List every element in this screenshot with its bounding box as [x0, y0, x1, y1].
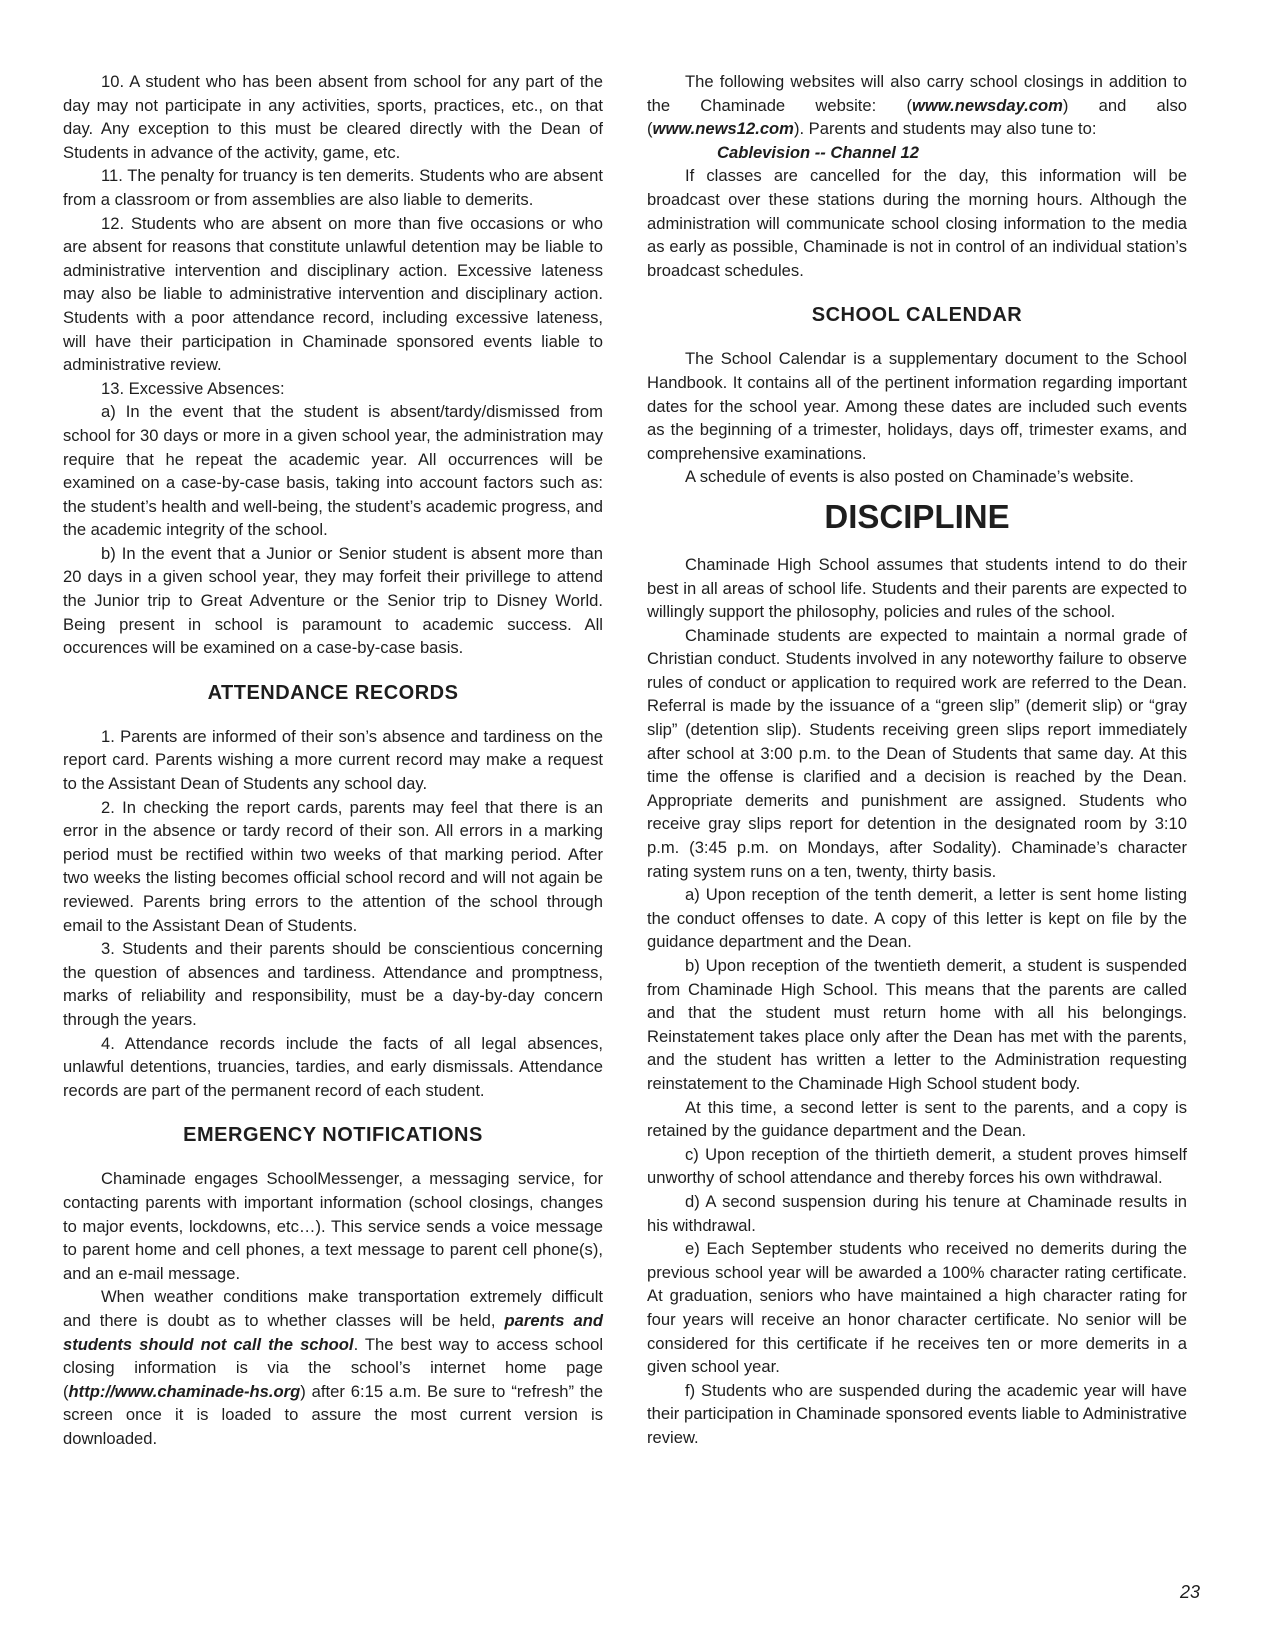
attendance-item-3: 3. Students and their parents should be conscientious concerning the question of absences and tardiness. Attendance and promptness, marks of reliability and responsibility, must be a day-by-day concern through the years.	[63, 939, 603, 1029]
websites-text-mid: ) and also (	[647, 95, 1188, 139]
calendar-paragraph-2: A schedule of events is also posted on Chaminade’s website.	[685, 467, 1134, 487]
discipline-paragraph-1: Chaminade High School assumes that students intend to do their best in all areas of school life. Students and their parents are expected to willingly support the philosophy, policies and rules of the school.	[647, 554, 1187, 622]
attendance-item-1: 1. Parents are informed of their son’s absence and tardiness on the report card. Parents wishing a more current record may make a request to the Assistant Dean of Students any school day.	[63, 726, 603, 794]
websites-paragraph	[647, 70, 1187, 141]
emergency-text-mid: . The best way to access school closing information is via the school’s internet home page (	[63, 1334, 603, 1401]
emergency-paragraph-1: Chaminade engages SchoolMessenger, a messaging service, for contacting parents with important information (school closings, changes to major events, lockdowns, etc…). This service sends a voice message to parent home and cell phones, a text message to parent cell phone(s), and an e-mail message.	[63, 1169, 603, 1283]
attendance-item-4: 4. Attendance records include the facts of all legal absences, unlawful detentions, truancies, tardies, and early dismissals. Attendance records are part of the permanent record of each student.	[63, 1033, 603, 1100]
paragraph-rule-13: 13. Excessive Absences:	[101, 378, 285, 398]
paragraph-rule-12: 12. Students who are absent on more than five occasions or who are absent for reasons that constitute unlawful detention may be liable to administrative intervention and disciplinary action. Excessive lateness may also be liable to administrative intervention and disciplinary action. Students with a poor attendance record, including excessive lateness, will have their participation in Chaminade sponsored events liable to administrative review.	[63, 213, 603, 375]
newsday-link[interactable]: www.newsday.com	[911, 95, 1063, 115]
discipline-item-b: b) Upon reception of the twentieth demerit, a student is suspended from Chaminade High School. This means that the parents are called and that the student must return home with all his belongings. Reinstatement takes place only after the Dean has met with the parents, and the student has written a letter to the Administration requesting reinstatement to the Chaminade High School student body.	[647, 956, 1187, 1093]
calendar-paragraph-1: The School Calendar is a supplementary document to the School Handbook. It contains all of the pertinent information regarding important dates for the school year. Among these dates are included such events as the beginning of a trimester, holidays, days off, trimester exams, and comprehensive examinations.	[647, 349, 1187, 463]
paragraph-rule-11: 11. The penalty for truancy is ten demerits. Students who are absent from a classroom or from assemblies are also liable to demerits.	[63, 166, 603, 209]
page-number: 23	[1179, 1582, 1200, 1602]
school-website-link[interactable]: http://www.chaminade-hs.org	[68, 1381, 301, 1401]
discipline-second-letter: At this time, a second letter is sent to the parents, and a copy is retained by the guidance department and the Dean.	[647, 1097, 1187, 1141]
attendance-records-heading: ATTENDANCE RECORDS	[207, 681, 459, 704]
discipline-item-c: c) Upon reception of the thirtieth demerit, a student proves himself unworthy of school attendance and thereby forces his own withdrawal.	[647, 1144, 1187, 1188]
discipline-item-d: d) A second suspension during his tenure at Chaminade results in his withdrawal.	[647, 1191, 1187, 1235]
discipline-item-a: a) Upon reception of the tenth demerit, a letter is sent home listing the conduct offenses to date. A copy of this letter is kept on file by the guidance department and the Dean.	[647, 885, 1187, 952]
news12-link[interactable]: www.news12.com	[652, 119, 794, 139]
emergency-notifications-heading: EMERGENCY NOTIFICATIONS	[183, 1124, 483, 1147]
emergency-text-start: When weather conditions make transportation extremely difficult and there is doubt as to whether classes will be held,	[63, 1287, 603, 1330]
emergency-paragraph-2	[63, 1285, 603, 1450]
discipline-item-f: f) Students who are suspended during the academic year will have their participation in Chaminade sponsored events liable to Administrative review.	[647, 1380, 1187, 1447]
school-calendar-heading: SCHOOL CALENDAR	[811, 304, 1023, 327]
left-column	[63, 70, 603, 1450]
emergency-text-end: ) after 6:15 a.m. Be sure to “refresh” the screen once it is loaded to assure the most current version is downloaded.	[63, 1381, 603, 1448]
discipline-heading: DISCIPLINE	[824, 497, 1010, 535]
websites-text-end: ). Parents and students may also tune to:	[793, 119, 1097, 139]
paragraph-rule-10: 10. A student who has been absent from school for any part of the day may not participate in any activities, sports, practices, etc., on that day. Any exception to this must be cleared directly with the Dean of Students in advance of the activity, game, etc.	[63, 72, 603, 162]
websites-text-start: The following websites will also carry school closings in addition to the Chaminade website: (	[647, 72, 1187, 115]
do-not-call-notice: parents and students should not call the school	[63, 1310, 603, 1354]
discipline-paragraph-2: Chaminade students are expected to maintain a normal grade of Christian conduct. Students involved in any noteworthy failure to observe rules of conduct or application to required work are referred to the Dean. Referral is made by the issuance of a “green slip” (demerit slip) or “gray slip” (detention slip). Students receiving green slips report immediately after school at 3:00 p.m. to the Dean of Students that same day. At this time the offense is clarified and a decision is reached by the Dean. Appropriate demerits and punishment are assigned. Students who receive gray slips report for detention in the designated room by 3:10 p.m. (3:45 p.m. on Mondays, after Sodality). Chaminade’s character rating system runs on a ten, twenty, thirty basis.	[647, 625, 1187, 881]
cablevision-channel: Cablevision -- Channel 12	[717, 142, 919, 162]
paragraph-rule-13a: a) In the event that the student is absent/tardy/dismissed from school for 30 days or more in a given school year, the administration may require that he repeat the academic year. All occurrences will be examined on a case-by-case basis, taking into account factors such as: the student’s health and well-being, the student’s academic progress, and the academic integrity of the school.	[63, 402, 603, 540]
discipline-item-e: e) Each September students who received no demerits during the previous school year will be awarded a 100% character rating certificate. At graduation, seniors who have maintained a high character rating for four years will receive an honor character certificate. No senior will be considered for this certificate if he receives ten or more demerits in a given school year.	[647, 1239, 1187, 1377]
broadcast-paragraph: If classes are cancelled for the day, this information will be broadcast over these stations during the morning hours. Although the administration will communicate school closing information to the media as early as possible, Chaminade is not in control of an individual station’s broadcast schedules.	[647, 166, 1187, 280]
attendance-item-2: 2. In checking the report cards, parents may feel that there is an error in the absence or tardy record of their son. All errors in a marking period must be rectified within two weeks of that marking period. After two weeks the listing becomes official school record and will not again be reviewed. Parents bring errors to the attention of the school through email to the Assistant Dean of Students.	[63, 797, 603, 935]
right-column	[647, 70, 1187, 1449]
paragraph-rule-13b: b) In the event that a Junior or Senior student is absent more than 20 days in a given school year, they may forfeit their privillege to attend the Junior trip to Great Adventure or the Senior trip to Disney World. Being present in school is paramount to academic success. All occurences will be examined on a case-by-case basis.	[63, 543, 603, 658]
